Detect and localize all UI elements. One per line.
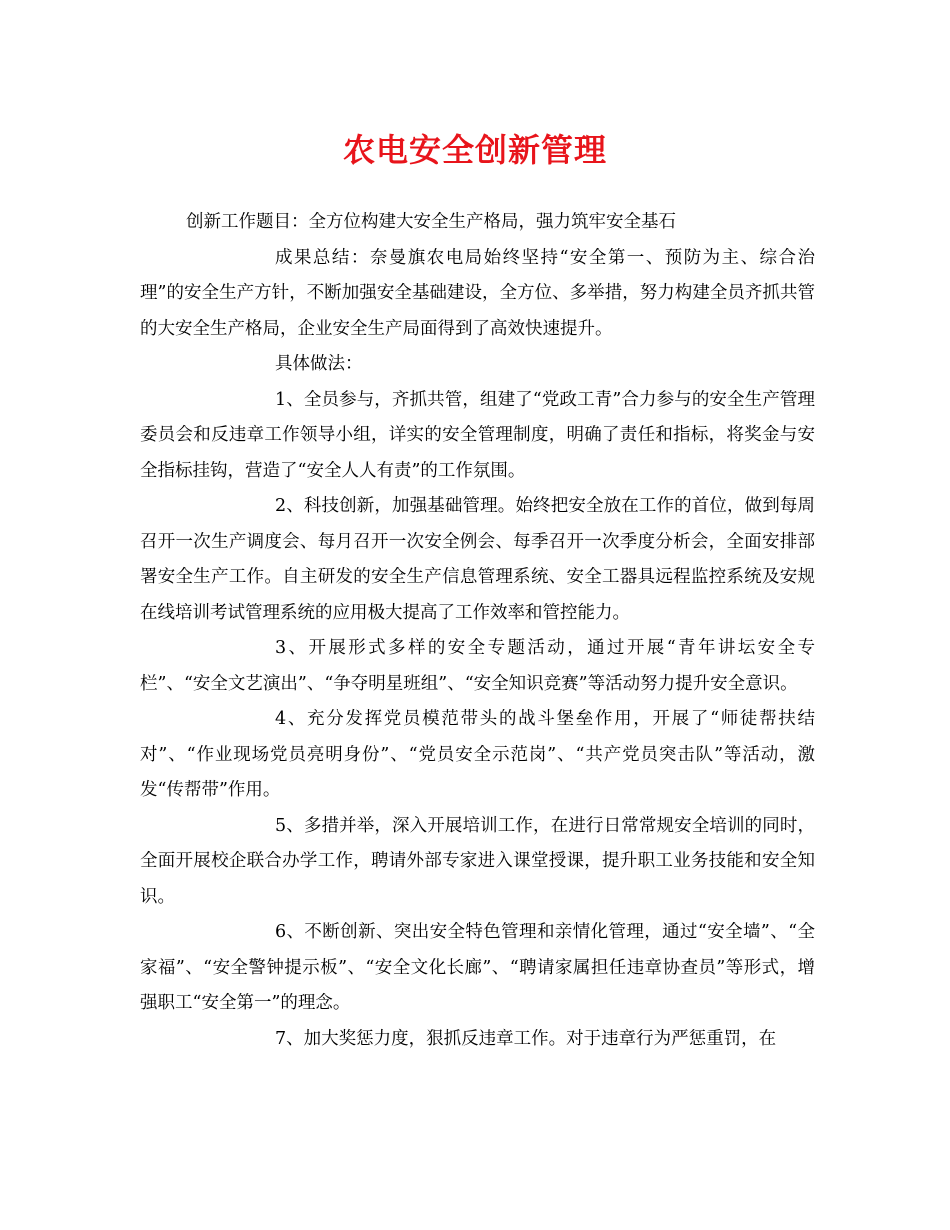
subject-line: 创新工作题目：全方位构建大安全生产格局，强力筑牢安全基石 bbox=[186, 212, 676, 232]
paragraph-item-3: 3、开展形式多样的安全专题活动，通过开展“青年讲坛安全专栏”、“安全文艺演出”、“争夺明星班组”、“安全知识竞赛”等活动努力提升安全意识。 bbox=[140, 638, 815, 694]
paragraph-item-2: 2、科技创新，加强基础管理。始终把安全放在工作的首位，做到每周召开一次生产调度会、每月召开一次安全例会、每季召开一次季度分析会，全面安排部署安全生产工作。自主研发的安全生产信息管理系统、安全工器具远程监控系统及安规在线培训考试管理系统的应用极大提高了工作效率和管控能力。 bbox=[140, 496, 815, 623]
paragraph-summary: 成果总结：奈曼旗农电局始终坚持“安全第一、预防为主、综合治理”的安全生产方针，不断加强安全基础建设，全方位、多举措，努力构建全员齐抓共管的大安全生产格局，企业安全生产局面得到了高效快速提升。 bbox=[140, 247, 815, 339]
paragraph-item-4: 4、充分发挥党员模范带头的战斗堡垒作用，开展了“师徒帮扶结对”、“作业现场党员亮明身份”、“党员安全示范岗”、“共产党员突击队”等活动，激发“传帮带”作用。 bbox=[140, 709, 815, 800]
document-body bbox=[140, 205, 815, 1057]
document-title: 农电安全创新管理 bbox=[342, 131, 607, 169]
paragraph-item-1: 1、全员参与，齐抓共管，组建了“党政工青”合力参与的安全生产管理委员会和反违章工作领导小组，详实的安全管理制度，明确了责任和指标，将奖金与安全指标挂钩，营造了“安全人人有责”的工作氛围。 bbox=[140, 389, 815, 481]
paragraph-item-6: 6、不断创新、突出安全特色管理和亲情化管理，通过“安全墙”、“全家福”、“安全警钟提示板”、“安全文化长廊”、“聘请家属担任违章协查员”等形式，增强职工“安全第一”的理念。 bbox=[140, 922, 815, 1013]
paragraph-item-5: 5、多措并举，深入开展培训工作，在进行日常常规安全培训的同时，全面开展校企联合办学工作，聘请外部专家进入课堂授课，提升职工业务技能和安全知识。 bbox=[140, 815, 815, 907]
paragraph-item-7: 7、加大奖惩力度，狠抓反违章工作。对于违章行为严惩重罚，在 bbox=[275, 1028, 777, 1049]
paragraph-methods-heading: 具体做法： bbox=[275, 354, 363, 374]
